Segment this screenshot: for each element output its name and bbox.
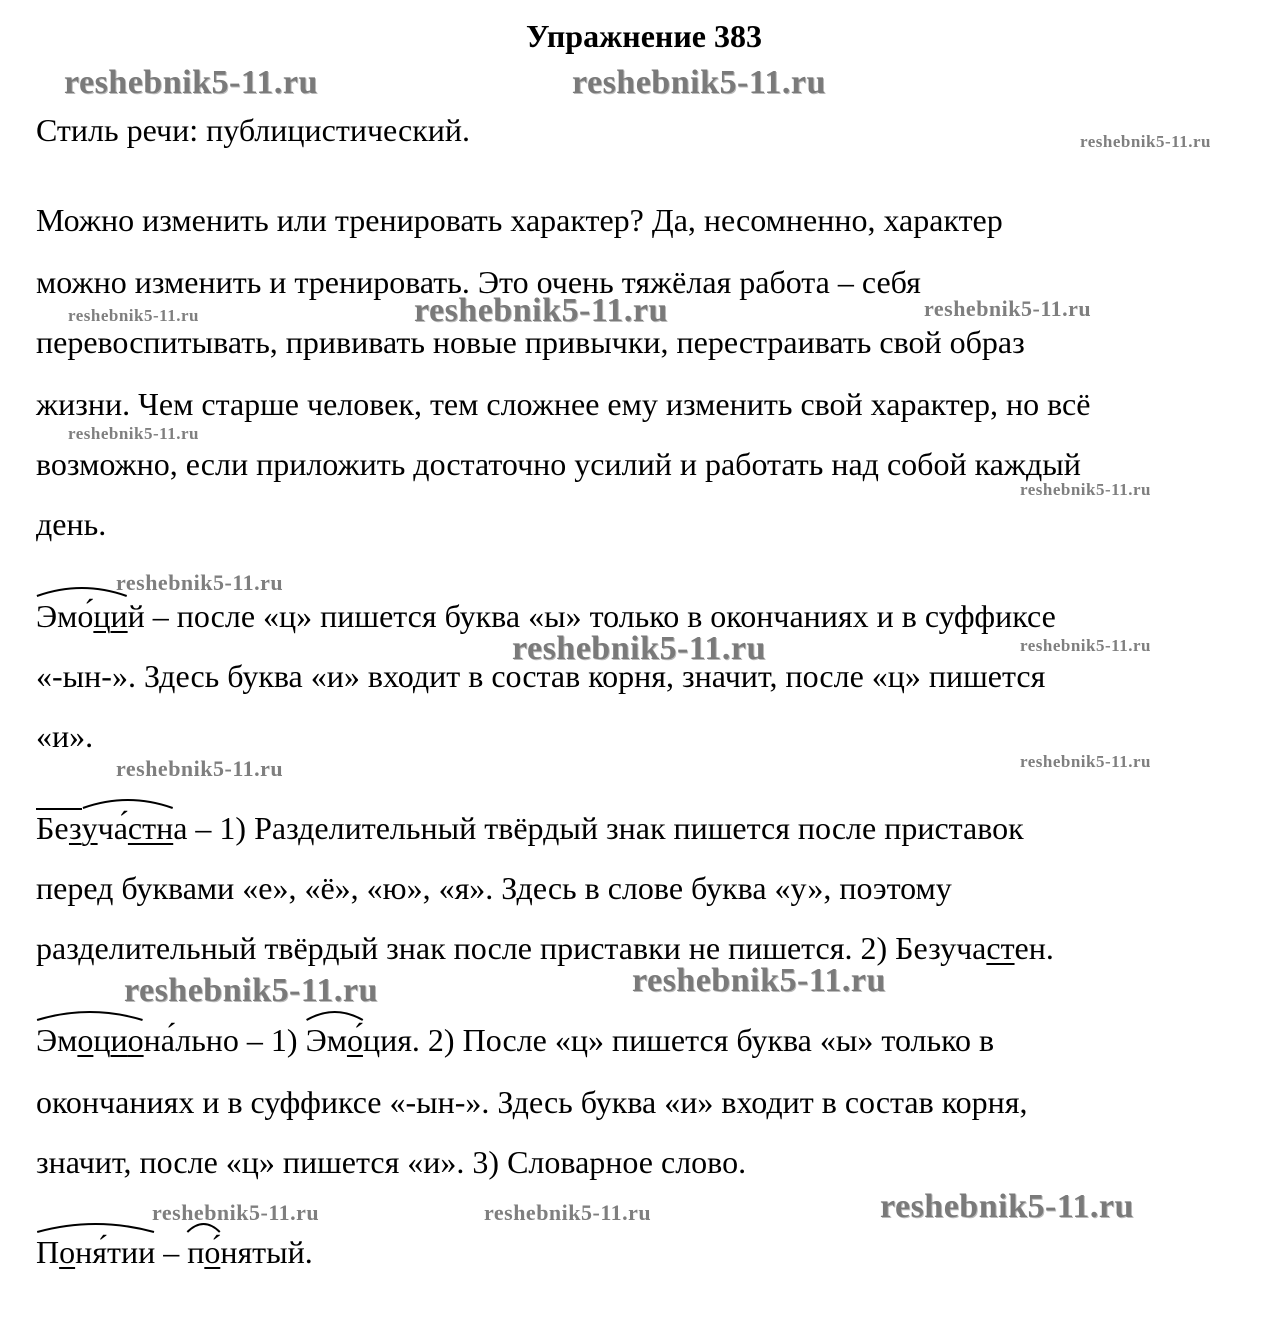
watermark: reshebnik5-11.ru bbox=[414, 292, 668, 329]
entry-text: – после «ц» пишется буква «ы» только в окончаниях и в суффиксе bbox=[144, 598, 1056, 634]
underlined-letter: о́ bbox=[204, 1234, 221, 1270]
entry-emotsionalno-line2: окончаниях и в суффиксе «-ын-». Здесь буква «и» входит в состав корня, bbox=[36, 1084, 1028, 1120]
entry-ponyatii-line1 bbox=[36, 1232, 313, 1272]
underlined-letter: о bbox=[59, 1234, 76, 1270]
underlined-letter: о bbox=[127, 1022, 144, 1058]
root-arc-icon bbox=[36, 1222, 155, 1232]
word-part: Эм bbox=[305, 1022, 347, 1058]
watermark: reshebnik5-11.ru bbox=[68, 424, 199, 443]
prefix-bar-icon bbox=[36, 808, 82, 810]
entry-text: разделительный твёрдый знак после приставки не пишется. 2) Безуча bbox=[36, 930, 987, 966]
paragraph-line: день. bbox=[36, 506, 107, 542]
underlined-letters: стн bbox=[127, 810, 174, 846]
underlined-letter: ц bbox=[93, 598, 111, 634]
entry-text: – bbox=[155, 1234, 188, 1270]
root-marked-word bbox=[187, 1232, 220, 1272]
watermark: reshebnik5-11.ru bbox=[116, 570, 284, 595]
watermark: reshebnik5-11.ru bbox=[512, 630, 766, 667]
watermark: reshebnik5-11.ru bbox=[1020, 480, 1151, 499]
word-part: ня́тии bbox=[75, 1234, 156, 1270]
paragraph-line: перевоспитывать, прививать новые привычки, перестраивать свой образ bbox=[36, 324, 1025, 360]
watermark: reshebnik5-11.ru bbox=[484, 1200, 652, 1225]
paragraph-line: можно изменить и тренировать. Это очень тяжёлая работа – себя bbox=[36, 264, 921, 300]
underlined-letter: о́ bbox=[346, 1022, 363, 1058]
entry-text: . bbox=[304, 1234, 313, 1270]
entry-emotsiy-line2: «-ын-». Здесь буква «и» входит в состав корня, значит, после «ц» пишется bbox=[36, 658, 1046, 694]
entry-emotsiy-line3: «и». bbox=[36, 718, 94, 754]
root-arc-icon bbox=[187, 1222, 220, 1232]
root-marked-word bbox=[36, 1232, 155, 1272]
underlined-letter: о bbox=[77, 1022, 94, 1058]
entry-text: . 2) После «ц» пишется буква «ы» только в bbox=[411, 1022, 995, 1058]
watermark: reshebnik5-11.ru bbox=[1080, 132, 1211, 151]
root-arc-icon bbox=[306, 1010, 363, 1020]
paragraph-line: Можно изменить или тренировать характер? Да, несомненно, характер bbox=[36, 202, 1003, 238]
page-title: Упражнение 383 bbox=[525, 18, 762, 54]
paragraph-line: возможно, если приложить достаточно усилий и работать над собой каждый bbox=[36, 446, 1081, 482]
entry-bezuchastna-line2: перед буквами «е», «ё», «ю», «я». Здесь в слове буква «у», поэтому bbox=[36, 870, 952, 906]
root-marked-word bbox=[36, 1020, 144, 1060]
word-part: Эм bbox=[36, 598, 78, 634]
root-arc-icon bbox=[36, 1010, 144, 1020]
entry-text: – 1) Разделительный твёрдый знак пишется после приставок bbox=[187, 810, 1024, 846]
word-part: П bbox=[36, 1234, 60, 1270]
word-part: о́ bbox=[77, 598, 94, 634]
watermark: reshebnik5-11.ru bbox=[924, 296, 1092, 321]
underlined-letters: ст bbox=[986, 930, 1015, 966]
watermark: reshebnik5-11.ru bbox=[880, 1188, 1134, 1225]
watermark: reshebnik5-11.ru bbox=[1020, 752, 1151, 771]
word-part: на́льно bbox=[143, 1022, 239, 1058]
word-part: Эм bbox=[36, 1022, 78, 1058]
speech-style-line: Стиль речи: публицистический. bbox=[36, 112, 471, 148]
entry-text: ен. bbox=[1014, 930, 1054, 966]
underlined-letter: и bbox=[110, 598, 128, 634]
entry-bezuchastna-line3 bbox=[36, 928, 1054, 968]
paragraph-line: жизни. Чем старше человек, тем сложнее ему изменить свой характер, но всё bbox=[36, 386, 1091, 422]
entry-emotsiy-line1 bbox=[36, 596, 1056, 636]
word-part: нятый bbox=[220, 1234, 305, 1270]
word-part: п bbox=[187, 1234, 205, 1270]
watermark: reshebnik5-11.ru bbox=[572, 64, 826, 101]
entry-emotsionalno-line1 bbox=[36, 1020, 994, 1060]
entry-emotsionalno-line3: значит, после «ц» пишется «и». 3) Словарное слово. bbox=[36, 1144, 747, 1180]
watermark: reshebnik5-11.ru bbox=[64, 64, 318, 101]
watermark: reshebnik5-11.ru bbox=[152, 1200, 320, 1225]
watermark: reshebnik5-11.ru bbox=[1020, 636, 1151, 655]
word-part: ция bbox=[362, 1022, 412, 1058]
word-part: й bbox=[127, 598, 145, 634]
word-part: ча́ bbox=[97, 810, 128, 846]
prefix-marked-word bbox=[36, 808, 82, 848]
root-marked-word bbox=[306, 1020, 363, 1060]
root-arc-icon bbox=[36, 586, 128, 596]
root-marked-word bbox=[82, 808, 174, 848]
watermark: reshebnik5-11.ru bbox=[632, 962, 886, 999]
word-part: ц bbox=[93, 1022, 111, 1058]
word-part: а bbox=[173, 810, 188, 846]
root-arc-icon bbox=[82, 798, 174, 808]
root-marked-word bbox=[36, 596, 128, 636]
watermark: reshebnik5-11.ru bbox=[124, 972, 378, 1009]
underlined-letter: и bbox=[110, 1022, 128, 1058]
underlined-letter: з bbox=[68, 810, 82, 846]
watermark: reshebnik5-11.ru bbox=[116, 756, 284, 781]
entry-text: – 1) bbox=[238, 1022, 306, 1058]
entry-bezuchastna-line1 bbox=[36, 808, 1024, 848]
watermark: reshebnik5-11.ru bbox=[68, 306, 199, 325]
underlined-letter: у bbox=[81, 810, 98, 846]
word-part: Бе bbox=[36, 810, 69, 846]
